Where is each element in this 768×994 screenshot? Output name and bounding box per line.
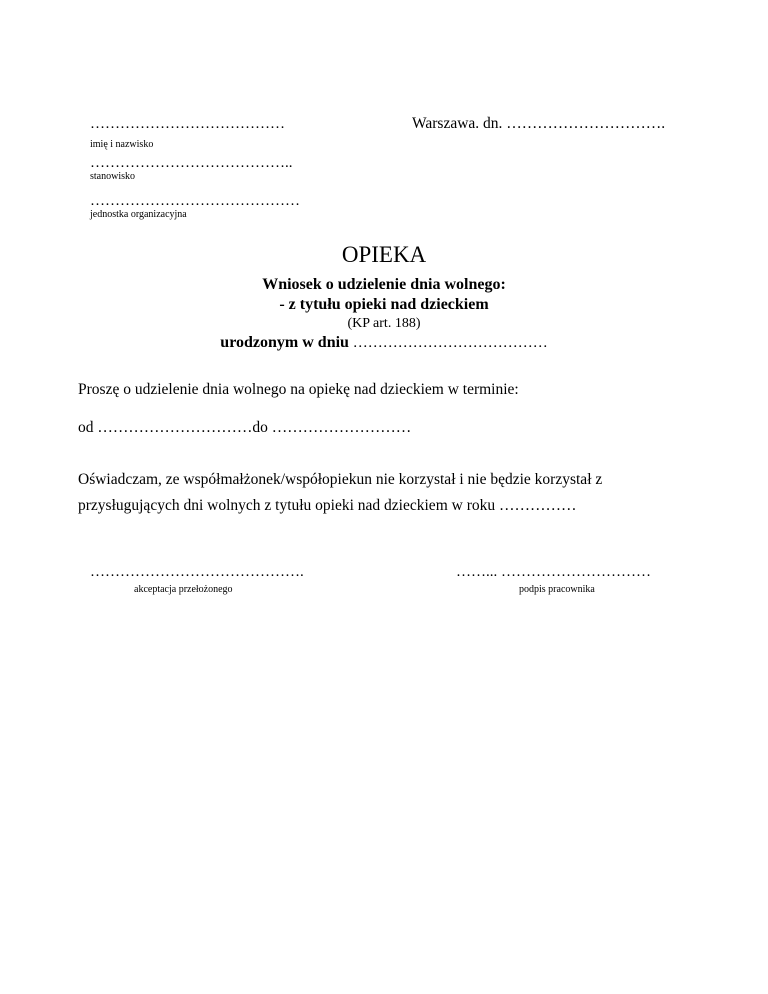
document-title: OPIEKA <box>341 242 427 267</box>
employee-signature-line: ……... ………………………… <box>456 564 651 580</box>
name-caption: imię i nazwisko <box>90 139 154 150</box>
period-to-label: do <box>252 419 268 436</box>
subtitle-line-2: - z tytułu opieki nad dzieckiem <box>279 296 489 313</box>
supervisor-caption: akceptacja przełożonego <box>134 584 233 595</box>
place-date-line: Warszawa. dn. …………………………. <box>412 115 666 132</box>
unit-field-line: …………………………………… <box>90 193 300 209</box>
position-field-line: ………………………………….. <box>90 155 293 171</box>
subtitle-line-1: Wniosek o udzielenie dnia wolnego: <box>262 276 506 293</box>
supervisor-signature-line: ……………………………………. <box>90 564 304 580</box>
employee-caption: podpis pracownika <box>519 584 595 595</box>
statement-line-1: Oświadczam, ze współmałżonek/współopiekun nie korzystał i nie będzie korzystał z <box>78 471 603 488</box>
name-field-line: ………………………………… <box>90 116 285 132</box>
position-caption: stanowisko <box>90 171 135 182</box>
period-line <box>78 419 411 437</box>
unit-caption: jednostka organizacyjna <box>90 209 187 220</box>
birth-date-line <box>0 334 768 352</box>
birth-date-dots: ………………………………… <box>352 335 548 351</box>
statement-line-2: przysługujących dni wolnych z tytułu opieki nad dzieckiem w roku …………… <box>78 497 577 514</box>
request-text: Proszę o udzielenie dnia wolnego na opiekę nad dzieckiem w terminie: <box>78 381 519 398</box>
legal-reference: (KP art. 188) <box>347 316 421 331</box>
period-from-dots: ………………………… <box>97 419 253 436</box>
period-from-label: od <box>78 419 94 436</box>
period-to-dots: ……………………… <box>271 419 412 436</box>
birth-date-label: urodzonym w dniu <box>220 334 349 351</box>
